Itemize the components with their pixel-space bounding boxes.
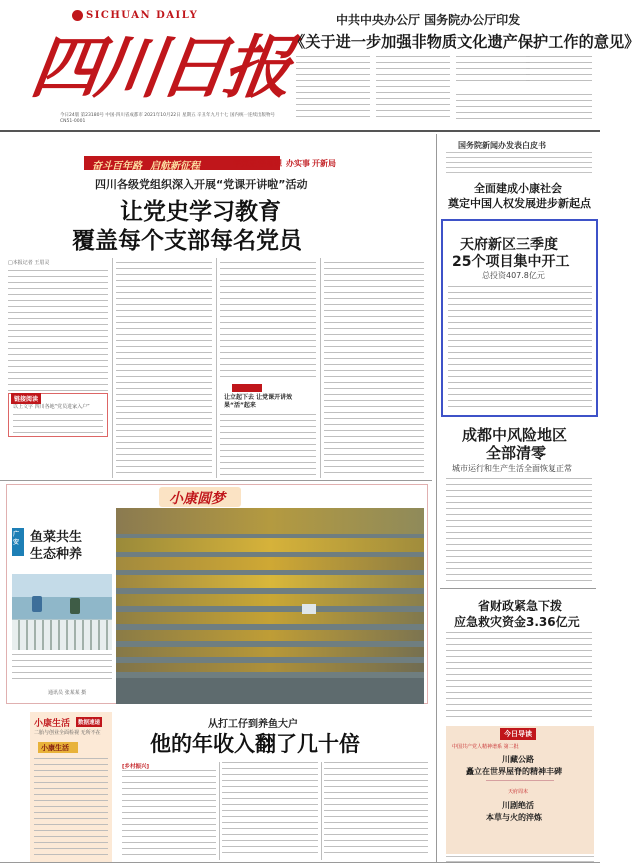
right-top-headline-1: 全面建成小康社会 xyxy=(474,182,562,195)
main-headline-1: 让党史学习教育 xyxy=(120,199,281,225)
main-kicker: 四川各级党组织深入开展“党课开讲啦”活动 xyxy=(95,178,308,191)
main-byline: □本报记者 王眉灵 xyxy=(8,260,50,266)
xiaokang-side-tag-text: 广安 xyxy=(13,531,20,546)
xiaokang-side-title-2: 生态种养 xyxy=(30,547,83,562)
xiaokang-credit: 通讯员 张某某 摄 xyxy=(48,690,87,696)
link-box xyxy=(8,393,108,437)
chengdu-sub: 城市运行和生产生活全面恢复正常 xyxy=(452,464,572,473)
banner-tag-1: 学党史 xyxy=(233,159,257,168)
pond-photo xyxy=(116,508,424,704)
banner-label-a: 奋斗百年路 xyxy=(92,161,142,172)
bottom-kicker: 从打工仔到养鱼大户 xyxy=(208,719,298,730)
tianfu-headline-1: 天府新区三季度 xyxy=(460,237,558,253)
life-box-head: 小康生活 xyxy=(41,744,69,752)
chengdu-headline-2: 全部清零 xyxy=(486,444,547,462)
link-box-text: 以上文字 四川各地“党员进家入户” xyxy=(13,404,90,410)
link-box-label: 链接阅读 xyxy=(11,393,41,404)
today-item1-title-2: 矗立在世界屋脊的精神丰碑 xyxy=(466,767,562,776)
xiaokang-title: 小康圆梦 xyxy=(169,491,225,507)
today-item2-title-1: 川剧绝活 xyxy=(502,801,534,810)
masthead-info: 今日24版 第23180号 中国·四川省成都市 2021年10月22日 星期五 辛丑年九月十七 国内统一连续出版物号CN51-0001 xyxy=(60,113,275,124)
worker-photo xyxy=(12,574,112,650)
banner-tag-4: 开新局 xyxy=(312,159,336,168)
subhead-tag xyxy=(232,384,262,392)
finance-headline-2: 应急救灾资金3.36亿元 xyxy=(454,615,580,629)
xiaokang-side-title-1: 鱼菜共生 xyxy=(30,530,83,545)
finance-headline-1: 省财政紧急下拨 xyxy=(478,599,563,613)
emblem-icon xyxy=(72,10,83,21)
today-label: 今日导读 xyxy=(500,728,536,740)
today-item2-title-2: 本草与火的淬炼 xyxy=(486,813,542,822)
brand-en: SICHUAN DAILY xyxy=(86,10,199,21)
masthead-title: 四川日报 xyxy=(26,28,294,108)
banner-tag-2: 悟思想 xyxy=(258,159,282,168)
lead-kicker: 中共中央办公厅 国务院办公厅印发 xyxy=(336,13,521,27)
life-box-sub: 二胎与创业全面检视 无所不在 xyxy=(34,730,101,736)
life-box-badge: 数据速递 xyxy=(76,717,102,727)
today-item1-kicker: 中国共产党人精神谱系 第二批 xyxy=(452,744,519,750)
tianfu-headline-2: 25个项目集中开工 xyxy=(452,254,570,270)
lead-headline: 《关于进一步加强非物质文化遗产保护工作的意见》 xyxy=(290,33,639,51)
bottom-tag: [乡村振兴] xyxy=(122,764,150,770)
right-top-kicker: 国务院新闻办发表白皮书 xyxy=(458,141,546,150)
main-subhead: 让立起下去 让党课开讲效果“活”起来 xyxy=(224,394,293,409)
life-box xyxy=(30,712,112,862)
banner-tag-3: 办实事 xyxy=(286,159,310,168)
chengdu-headline-1: 成都中风险地区 xyxy=(462,426,568,444)
tianfu-sub: 总投资407.8亿元 xyxy=(482,271,545,280)
life-box-title: 小康生活 xyxy=(34,719,71,729)
banner-label-b: 启航新征程 xyxy=(150,161,200,172)
today-box xyxy=(446,726,594,854)
today-item1-title-1: 川藏公路 xyxy=(502,755,534,764)
today-item2-kicker: 天府周末 xyxy=(508,789,529,795)
right-top-headline-2: 奠定中国人权发展进步新起点 xyxy=(448,197,591,210)
main-headline-2: 覆盖每个支部每名党员 xyxy=(72,228,302,254)
bottom-headline: 他的年收入翻了几十倍 xyxy=(150,732,360,756)
